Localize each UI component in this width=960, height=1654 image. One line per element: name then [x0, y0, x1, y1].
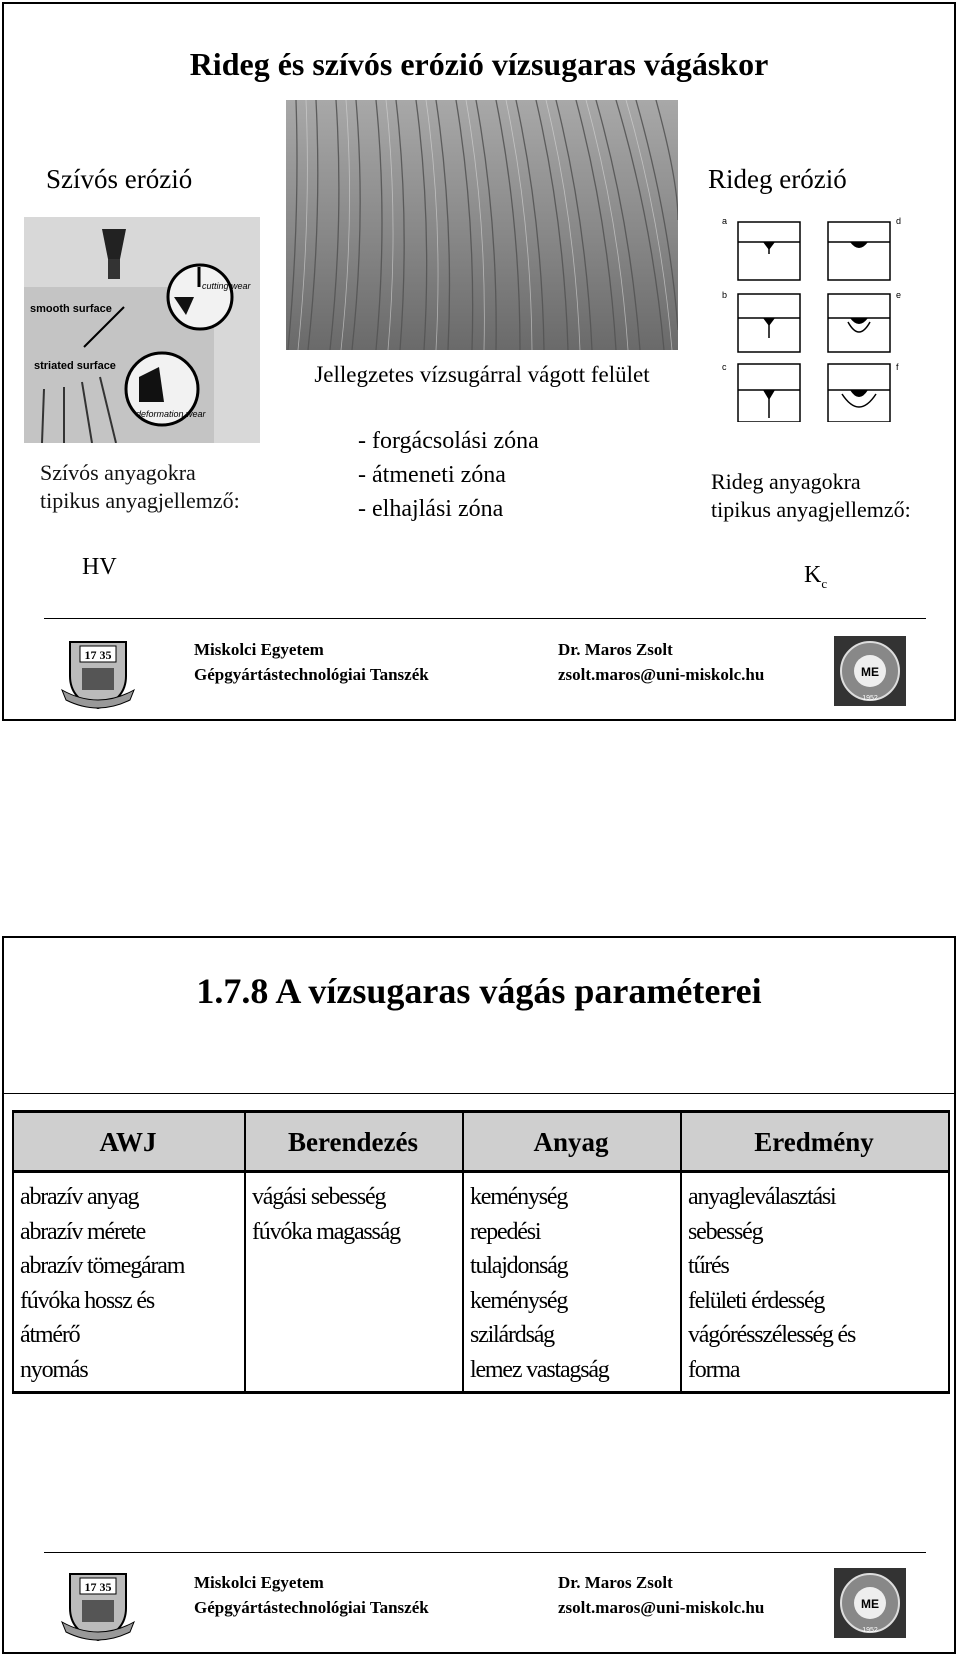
label-f: f: [896, 362, 899, 372]
dept-logo-text: ME: [861, 1597, 879, 1611]
footer-author: Dr. Maros Zsolt: [558, 640, 673, 659]
slide-erosion: [2, 2, 956, 721]
slide-title: Rideg és szívós erózió vízsugaras vágáskor: [189, 46, 769, 82]
list-item: forma: [688, 1356, 740, 1383]
department-logo: [834, 636, 906, 706]
footer-email: zsolt.maros@uni-miskolc.hu: [558, 665, 765, 684]
fracture-toughness-value: [804, 562, 827, 592]
label-c: c: [722, 362, 727, 372]
footer-department: Gépgyártástechnológiai Tanszék: [194, 665, 429, 684]
crest-year-text: 17 35: [84, 1580, 112, 1594]
dept-logo-year: 1952: [862, 695, 878, 702]
list-item: vágási sebesség: [252, 1184, 386, 1210]
col-border-1: [244, 1110, 246, 1394]
zone-cutting: - forgácsolási zóna: [358, 428, 539, 454]
brittle-material-property: [711, 468, 911, 524]
tough-prop-line2: tipikus anyagjellemző:: [40, 488, 240, 513]
university-crest-logo: [60, 1566, 136, 1642]
table-header-row: [12, 1110, 950, 1173]
footer-author-block: [558, 637, 764, 687]
list-item: sebesség: [688, 1218, 763, 1245]
list-item: fúvóka hossz és: [20, 1287, 154, 1314]
cell-equipment: [252, 1180, 400, 1249]
tough-prop-line1: Szívós anyagokra: [40, 460, 196, 485]
zone-list: [358, 424, 539, 526]
kc-sub: c: [821, 575, 828, 591]
footer-divider: [44, 618, 926, 619]
footer-email: zsolt.maros@uni-miskolc.hu: [558, 1598, 765, 1617]
col-border-0: [12, 1110, 14, 1394]
brittle-prop-line1: Rideg anyagokra: [711, 469, 861, 494]
waterjet-cut-surface-photo: [286, 100, 678, 350]
list-item: szilárdság: [470, 1322, 554, 1348]
footer-university: Miskolci Egyetem: [194, 640, 324, 659]
cell-material: [470, 1180, 609, 1387]
slide-parameters: [2, 936, 956, 1654]
list-item: átmérő: [20, 1322, 80, 1348]
list-item: tulajdonság: [470, 1253, 568, 1279]
brittle-erosion-figure: [716, 214, 912, 422]
department-logo: [834, 1568, 906, 1638]
footer-university-block: [194, 637, 429, 687]
university-crest-logo: [60, 634, 136, 710]
col-border-4: [948, 1110, 950, 1394]
label-deformation-wear: deformation wear: [136, 409, 206, 419]
dept-logo-text: ME: [861, 665, 879, 679]
zone-deflection: - elhajlási zóna: [358, 496, 504, 522]
tough-material-property: [40, 459, 240, 515]
header-material: Anyag: [533, 1127, 609, 1157]
list-item: lemez vastagság: [470, 1356, 609, 1383]
list-item: fúvóka magasság: [252, 1218, 400, 1245]
ductile-erosion-figure: [24, 217, 260, 443]
cell-awj: [20, 1180, 184, 1387]
label-e: e: [896, 290, 902, 300]
list-item: abrazív mérete: [20, 1218, 146, 1245]
header-bottom-border: [12, 1170, 950, 1173]
header-equipment: Berendezés: [288, 1127, 418, 1157]
list-item: abrazív tömegáram: [20, 1253, 185, 1279]
zone-transition: - átmeneti zóna: [358, 462, 506, 488]
list-item: nyomás: [20, 1356, 88, 1383]
list-item: tűrés: [688, 1253, 729, 1279]
list-item: abrazív anyag: [20, 1184, 139, 1210]
label-striated-surface: striated surface: [34, 360, 116, 372]
list-item: felületi érdesség: [688, 1287, 825, 1314]
footer-department: Gépgyártástechnológiai Tanszék: [194, 1598, 429, 1617]
brittle-erosion-heading: Rideg erózió: [708, 164, 847, 194]
footer-author-block: [558, 1570, 764, 1620]
label-a: a: [722, 216, 728, 226]
list-item: keménység: [470, 1287, 568, 1314]
list-item: vágórésszélesség és: [688, 1322, 856, 1348]
footer-university-block: [194, 1570, 429, 1620]
col-border-2: [462, 1110, 464, 1394]
header-result: Eredmény: [754, 1127, 874, 1157]
tough-erosion-heading: Szívós erózió: [46, 164, 193, 194]
hardness-value: HV: [82, 554, 117, 580]
label-cutting-wear: cutting wear: [202, 281, 251, 291]
footer-author: Dr. Maros Zsolt: [558, 1573, 673, 1592]
dept-logo-year: 1952: [862, 1627, 878, 1634]
title-separator: [4, 1093, 954, 1094]
brittle-prop-line2: tipikus anyagjellemző:: [711, 497, 911, 522]
col-border-3: [680, 1110, 682, 1394]
footer-university: Miskolci Egyetem: [194, 1573, 324, 1592]
list-item: keménység: [470, 1184, 568, 1210]
footer-divider: [44, 1552, 926, 1553]
list-item: repedési: [470, 1218, 541, 1245]
kc-main: K: [804, 562, 822, 588]
label-d: d: [896, 216, 902, 226]
slide-title: 1.7.8 A vízsugaras vágás paraméterei: [196, 971, 762, 1011]
label-smooth-surface: smooth surface: [30, 303, 112, 315]
header-awj: AWJ: [99, 1127, 157, 1157]
cut-surface-caption: Jellegzetes vízsugárral vágott felület: [314, 362, 650, 387]
parameter-table: [12, 1110, 950, 1394]
table-bottom-border: [12, 1391, 950, 1394]
label-b: b: [722, 290, 728, 300]
list-item: anyagleválasztási: [688, 1184, 836, 1210]
cell-result: [688, 1180, 855, 1387]
crest-year-text: 17 35: [84, 648, 112, 662]
